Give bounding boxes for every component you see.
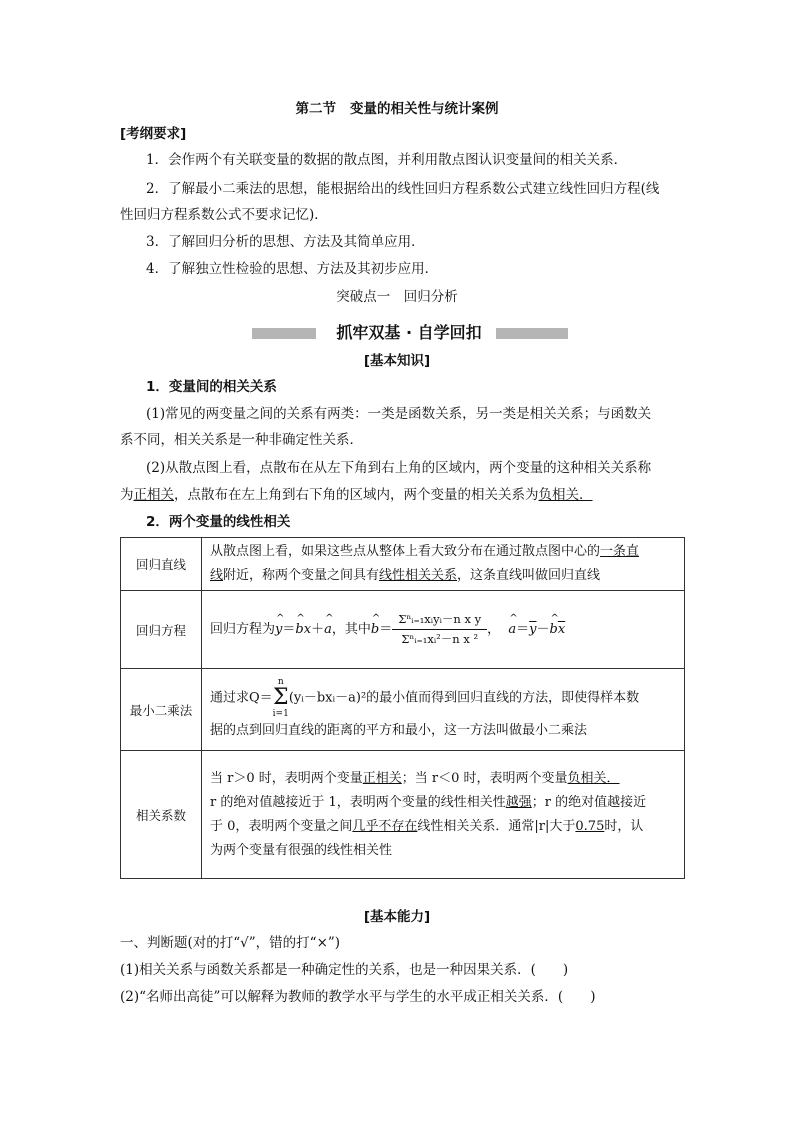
formula-x-bar: $\overline{x}$: [557, 622, 566, 637]
underlined-text: 负相关．: [567, 770, 620, 786]
row-value-regression-equation: 回归方程为^ y＝^ bx＋^ a，其中^ b＝ $\frac{\text{Σⁿᵢ₌₁xᵢyᵢ－n x y}}{\text{Σⁿᵢ₌₁xᵢ²－n x ²}}$ ， ^ $a=\overline{y}-\^{}$ $b\overline{x}$: [202, 591, 685, 669]
text: (yᵢ－bxᵢ－a)²的最小值而得到回归直线的方法，即使得样本数: [288, 690, 640, 705]
table-row: [121, 538, 685, 591]
syllabus-item-2: 2．了解最小二乘法的思想，能根据给出的线性回归方程系数公式建立线性回归方程(线: [146, 181, 660, 197]
text: 于 0，表明两个变量之间: [210, 818, 353, 834]
fraction-numerator: Σⁿᵢ₌₁xᵢyᵢ－n x y: [392, 612, 487, 630]
syllabus-item-3: 3．了解回归分析的思想、方法及其简单应用．: [146, 234, 425, 250]
row-key-correlation-coefficient: 相关系数: [121, 751, 202, 879]
table-row: [121, 669, 685, 751]
banner-left-bar: [252, 328, 316, 339]
text: ，这条直线叫做回归直线: [457, 568, 601, 583]
formula-b-hat: ^ b: [295, 618, 303, 642]
section-title: 变量的相关性与统计案例: [350, 101, 499, 117]
underlined-text: 线: [210, 568, 224, 583]
table-row: [121, 591, 685, 669]
underlined-text: 线性相关关系: [379, 568, 458, 583]
text: ，点散布在左上角到右下角的区域内，两个变量的相关关系为: [174, 487, 539, 503]
positive-correlation: 正相关: [133, 487, 174, 503]
text: 时，认: [604, 818, 644, 834]
text: 从散点图上看，如果这些点从整体上看大致分布在通过散点图中心的: [210, 544, 601, 559]
section-number: 第二节: [295, 101, 336, 117]
formula-b-hat: ^ b: [371, 618, 379, 642]
formula-a-hat: ^ a: [508, 618, 516, 642]
syllabus-item-4: 4．了解独立性检验的思想、方法及其初步应用．: [146, 261, 439, 277]
linear-correlation-table: [120, 537, 685, 879]
formula-b-hat: ^ b: [550, 618, 558, 642]
text: 据的点到回归直线的距离的平方和最小，这一方法叫做最小二乘法: [210, 722, 588, 738]
summation-symbol: n Σ i=1: [272, 676, 289, 719]
row-key-regression-line: 回归直线: [121, 538, 202, 591]
row-key-regression-equation: 回归方程: [121, 591, 202, 669]
formula-a-hat: ^ a: [324, 618, 332, 642]
para-2-line-2: [120, 485, 593, 505]
formula-y-hat: ^ y: [275, 618, 282, 642]
judgment-intro: 一、判断题(对的打“√”，错的打“×”): [120, 935, 341, 951]
knowledge-point-2: 2．两个变量的线性相关: [146, 514, 291, 530]
text: 附近，称两个变量之间具有: [223, 568, 380, 583]
formula-fraction: [392, 612, 487, 647]
text: 为: [120, 487, 134, 503]
text: 为两个变量有很强的线性相关性: [210, 842, 393, 858]
text: ，其中: [331, 622, 371, 637]
breakthrough-heading: 突破点一 回归分析: [336, 289, 458, 305]
underlined-text: 几乎不存在: [352, 818, 418, 834]
banner-text: 抓牢双基 · 自学回扣: [336, 323, 482, 342]
text: 回归方程为: [210, 622, 276, 637]
text: ；当 r＜0 时，表明两个变量: [401, 770, 568, 786]
text: 通过求Q＝: [210, 690, 273, 705]
section-banner: [252, 322, 568, 344]
formula-y-bar: $\overline{y}$: [529, 622, 537, 637]
row-value-regression-line: [202, 538, 685, 591]
row-value-correlation-coefficient: [202, 751, 685, 879]
negative-correlation: 负相关．: [538, 487, 593, 503]
row-value-least-squares: [202, 669, 685, 751]
syllabus-item-1: 1．会作两个有关联变量的数据的散点图，并利用散点图认识变量间的相关关系．: [146, 152, 628, 168]
underlined-text: 一条直: [600, 544, 640, 559]
text: r 的绝对值越接近于 1，表明两个变量的线性相关性: [210, 794, 506, 810]
para-1-line-2: 系不同，相关关系是一种非确定性关系．: [120, 432, 363, 448]
table-row: [121, 751, 685, 879]
syllabus-item-2-cont: 性回归方程系数公式不要求记忆)．: [120, 207, 328, 223]
page-title: [0, 97, 794, 117]
underlined-text: 越强: [505, 794, 532, 810]
basic-knowledge-heading: [基本知识]: [363, 353, 431, 369]
judgment-question-1: (1)相关关系与函数关系都是一种确定性的关系，也是一种因果关系．( ): [120, 962, 569, 978]
knowledge-point-1: 1．变量间的相关关系: [146, 379, 277, 395]
text: 线性相关关系．通常|r|大于: [417, 818, 576, 834]
para-1-line-1: (1)常见的两变量之间的关系有两类：一类是函数关系，另一类是相关关系；与函数关: [146, 406, 652, 422]
underlined-text: 正相关: [362, 770, 402, 786]
judgment-question-2: (2)“名师出高徒”可以解释为教师的教学水平与学生的水平成正相关关系．( ): [120, 989, 596, 1005]
syllabus-heading: [考纲要求]: [120, 126, 187, 142]
underlined-text: 0.75: [575, 818, 605, 834]
banner-right-bar: [496, 328, 568, 339]
row-key-least-squares: 最小二乘法: [121, 669, 202, 751]
text: 当 r＞0 时，表明两个变量: [210, 770, 363, 786]
basic-ability-heading: [基本能力]: [363, 909, 431, 925]
para-2-line-1: (2)从散点图上看，点散布在从左下角到右上角的区域内，两个变量的这种相关关系称: [146, 460, 652, 476]
text: ；r 的绝对值越接近: [531, 794, 647, 810]
fraction-denominator: Σⁿᵢ₌₁xᵢ²－n x ²: [401, 632, 479, 646]
